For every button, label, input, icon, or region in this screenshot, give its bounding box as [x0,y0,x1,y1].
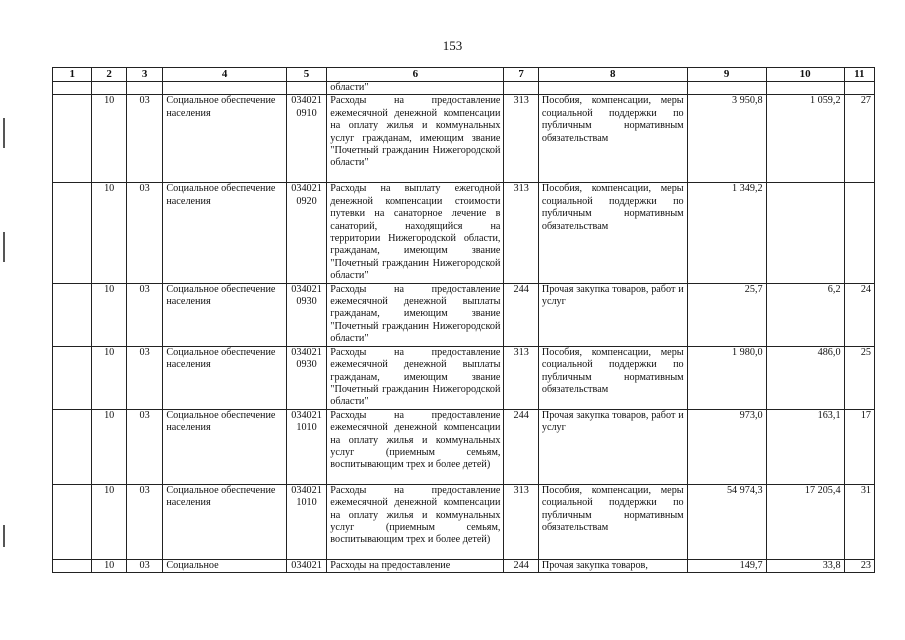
header-cell: 8 [538,68,687,82]
percent: 23 [844,559,874,572]
amount-plan: 54 974,3 [687,484,766,559]
target-article: 034021 0920 [286,183,326,283]
continuation-row [53,82,875,95]
target-article: 034021 0930 [286,283,326,346]
table-row [53,484,875,559]
expense-type-name: Пособия, компенсации, меры социальной поддержки по публичным нормативным обязательствам [538,183,687,283]
header-cell: 6 [327,68,504,82]
target-article: 034021 1010 [286,409,326,484]
amount-actual: 486,0 [766,346,844,409]
table-row [53,183,875,283]
expense-type-code: 313 [504,183,538,283]
expense-description: Расходы на предоставление ежемесячной денежной выплаты гражданам, имеющим звание "Почетный гражданин Нижегородской области" [327,346,504,409]
table-row [53,283,875,346]
subsection-code: 03 [126,409,162,484]
section-code: 10 [92,183,126,283]
amount-actual: 33,8 [766,559,844,572]
expense-type-code: 244 [504,283,538,346]
header-cell: 4 [163,68,287,82]
budget-table [52,67,875,573]
section-name: Социальное обеспечение населения [163,409,287,484]
target-article: 034021 1010 [286,484,326,559]
header-cell: 9 [687,68,766,82]
subsection-code: 03 [126,95,162,183]
amount-plan: 1 349,2 [687,183,766,283]
expense-type-code: 313 [504,95,538,183]
header-row [53,68,875,82]
table-row [53,559,875,572]
target-article: 034021 0930 [286,346,326,409]
section-name: Социальное обеспечение населения [163,346,287,409]
percent: 17 [844,409,874,484]
header-cell: 2 [92,68,126,82]
target-article: 034021 [286,559,326,572]
expense-type-name: Прочая закупка товаров, работ и услуг [538,409,687,484]
percent: 25 [844,346,874,409]
target-article: 034021 0910 [286,95,326,183]
section-code: 10 [92,283,126,346]
header-cell: 11 [844,68,874,82]
expense-type-name: Прочая закупка товаров, [538,559,687,572]
header-cell: 10 [766,68,844,82]
table-row [53,346,875,409]
table-row [53,95,875,183]
amount-actual: 163,1 [766,409,844,484]
expense-type-code: 244 [504,559,538,572]
expense-description: Расходы на предоставление ежемесячной денежной компенсации на оплату жилья и коммунальных услуг (приемным семьям, воспитывающим трех и более детей) [327,409,504,484]
percent: 31 [844,484,874,559]
subsection-code: 03 [126,283,162,346]
expense-type-name: Пособия, компенсации, меры социальной поддержки по публичным нормативным обязательствам [538,95,687,183]
scan-edge-mark [3,525,5,547]
amount-actual: 6,2 [766,283,844,346]
expense-type-name: Пособия, компенсации, меры социальной поддержки по публичным нормативным обязательствам [538,484,687,559]
expense-description: Расходы на выплату ежегодной денежной компенсации стоимости путевки на санаторное лечение в санаторий, находящийся на территории Нижегородской области, гражданам, имеющим звание "Почетный гражданин Нижегородской области" [327,183,504,283]
section-code: 10 [92,409,126,484]
section-code: 10 [92,484,126,559]
header-cell: 3 [126,68,162,82]
percent: 27 [844,95,874,183]
expense-type-code: 313 [504,346,538,409]
expense-type-name: Пособия, компенсации, меры социальной поддержки по публичным нормативным обязательствам [538,346,687,409]
amount-plan: 149,7 [687,559,766,572]
section-code: 10 [92,346,126,409]
section-name: Социальное обеспечение населения [163,183,287,283]
subsection-code: 03 [126,346,162,409]
subsection-code: 03 [126,183,162,283]
amount-plan: 1 980,0 [687,346,766,409]
continuation-text: области" [327,82,504,95]
amount-actual: 17 205,4 [766,484,844,559]
section-name: Социальное обеспечение населения [163,484,287,559]
expense-type-name: Прочая закупка товаров, работ и услуг [538,283,687,346]
amount-actual [766,183,844,283]
amount-plan: 25,7 [687,283,766,346]
expense-type-code: 244 [504,409,538,484]
header-cell: 5 [286,68,326,82]
expense-description: Расходы на предоставление ежемесячной денежной компенсации на оплату жилья и коммунальных услуг гражданам, имеющим звание "Почетный гражданин Нижегородской области" [327,95,504,183]
section-name: Социальное обеспечение населения [163,283,287,346]
percent: 24 [844,283,874,346]
amount-plan: 3 950,8 [687,95,766,183]
section-code: 10 [92,559,126,572]
page-number: 153 [442,38,463,53]
section-name: Социальное [163,559,287,572]
amount-plan: 973,0 [687,409,766,484]
section-name: Социальное обеспечение населения [163,95,287,183]
scan-edge-mark [3,118,5,148]
scan-edge-mark [3,232,5,262]
header-cell: 1 [53,68,92,82]
amount-actual: 1 059,2 [766,95,844,183]
subsection-code: 03 [126,484,162,559]
expense-description: Расходы на предоставление [327,559,504,572]
expense-description: Расходы на предоставление ежемесячной денежной компенсации на оплату жилья и коммунальных услуг (приемным семьям, воспитывающим трех и более детей) [327,484,504,559]
expense-type-code: 313 [504,484,538,559]
section-code: 10 [92,95,126,183]
subsection-code: 03 [126,559,162,572]
percent [844,183,874,283]
table-row [53,409,875,484]
expense-description: Расходы на предоставление ежемесячной денежной выплаты гражданам, имеющим звание "Почетный гражданин Нижегородской области" [327,283,504,346]
header-cell: 7 [504,68,538,82]
